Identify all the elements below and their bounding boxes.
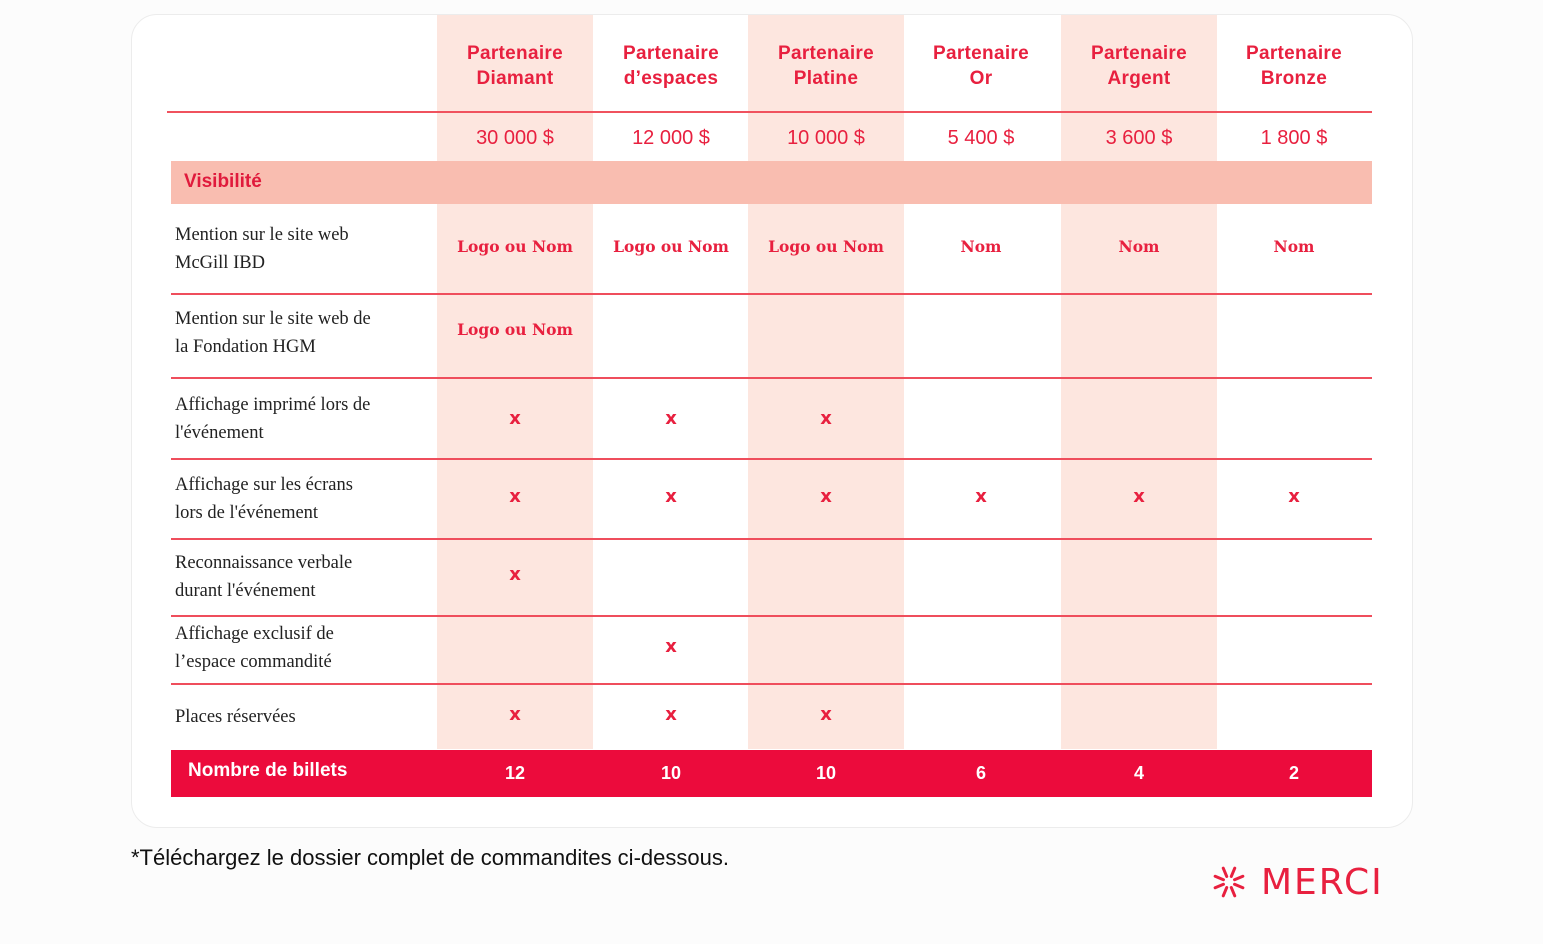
section-title: Visibilité [184, 171, 262, 192]
row-label: Mention sur le site web de la Fondation HGM [175, 309, 371, 357]
column-price: 12 000 $ [632, 127, 710, 149]
column-header: Partenaire Platine [778, 43, 874, 89]
table-cell: Logo ou Nom [768, 237, 884, 256]
included-mark: x [509, 704, 521, 725]
column-price: 10 000 $ [787, 127, 865, 149]
column-header: Partenaire Argent [1091, 43, 1187, 89]
tickets-count: 10 [815, 763, 837, 783]
sponsorship-table-card [131, 14, 1413, 828]
row-label: Places réservées [175, 707, 296, 727]
column-header: Partenaire Or [933, 43, 1029, 89]
row-label: Reconnaissance verbale durant l'événement [175, 553, 353, 601]
included-mark: x [975, 486, 987, 507]
row-divider [171, 458, 1372, 460]
section-bar-visibility [171, 161, 1372, 204]
row-divider [171, 615, 1372, 617]
row-divider [171, 293, 1372, 295]
column-header: Partenaire d’espaces [623, 43, 719, 89]
row-divider [171, 377, 1372, 379]
included-mark: x [665, 486, 677, 507]
starburst-icon [1211, 864, 1247, 900]
column-header: Partenaire Bronze [1246, 43, 1342, 89]
included-mark: x [820, 704, 832, 725]
column-price: 5 400 $ [947, 127, 1015, 149]
included-mark: x [509, 564, 521, 585]
row-label: Affichage exclusif de l’espace commandité [175, 624, 334, 672]
tickets-row-label: Nombre de billets [188, 760, 348, 781]
table-cell: Nom [960, 237, 1002, 256]
column-header: Partenaire Diamant [467, 43, 563, 89]
row-divider [171, 683, 1372, 685]
included-mark: x [820, 486, 832, 507]
included-mark: x [1288, 486, 1300, 507]
tickets-count: 6 [975, 763, 986, 783]
header-divider [167, 111, 1372, 113]
table-cell: Logo ou Nom [457, 320, 573, 339]
table-cell: Logo ou Nom [613, 237, 729, 256]
included-mark: x [820, 408, 832, 429]
tickets-count: 4 [1133, 763, 1144, 783]
row-label: Affichage imprimé lors de l'événement [175, 395, 371, 443]
column-price: 1 800 $ [1260, 127, 1328, 149]
table-cell: Nom [1118, 237, 1160, 256]
column-stripe [748, 15, 904, 749]
included-mark: x [665, 408, 677, 429]
included-mark: x [1133, 486, 1145, 507]
column-price: 30 000 $ [476, 127, 554, 149]
row-label: Mention sur le site web McGill IBD [175, 225, 349, 273]
merci-logo [1211, 860, 1384, 904]
tickets-count: 2 [1288, 763, 1299, 783]
tickets-count: 10 [660, 763, 682, 783]
row-label: Affichage sur les écrans lors de l'événement [175, 475, 353, 523]
included-mark: x [509, 486, 521, 507]
column-stripe [1061, 15, 1217, 749]
included-mark: x [665, 704, 677, 725]
row-divider [171, 538, 1372, 540]
included-mark: x [509, 408, 521, 429]
tickets-count: 12 [504, 763, 526, 783]
table-cell: Nom [1273, 237, 1315, 256]
column-price: 3 600 $ [1105, 127, 1173, 149]
included-mark: x [665, 636, 677, 657]
table-cell: Logo ou Nom [457, 237, 573, 256]
column-stripe [437, 15, 593, 749]
logo-text: MERCI [1261, 861, 1384, 903]
download-note: *Téléchargez le dossier complet de commandites ci-dessous. [131, 845, 729, 870]
